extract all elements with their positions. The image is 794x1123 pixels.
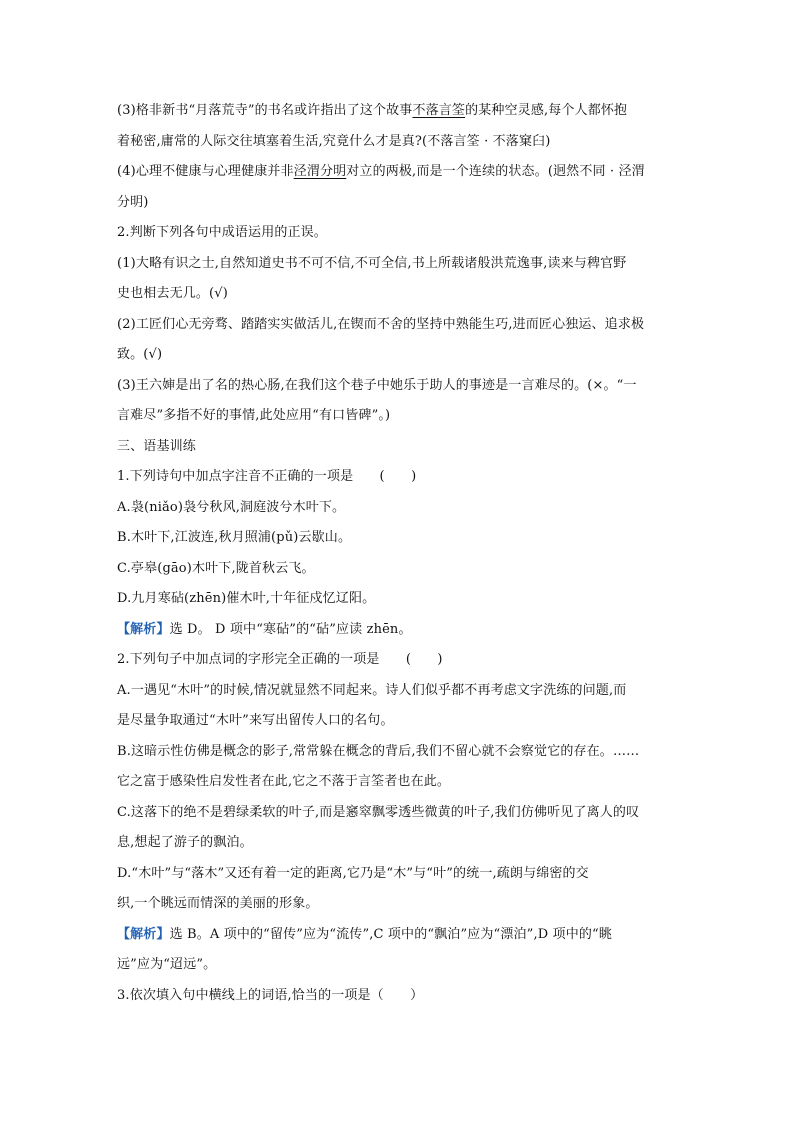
answer-explanation — [117, 920, 687, 951]
underlined-idiom: 泾渭分明 — [293, 164, 347, 179]
text-run: 选 B。A 项中的“留传”应为“流传”,C 项中的“飘泊”应为“漂泊”,D 项中的“眺 — [169, 926, 612, 942]
analysis-tag: 【解析】 — [117, 621, 170, 637]
paragraph-line — [117, 157, 687, 188]
paragraph-line — [117, 96, 687, 127]
document-body — [117, 96, 687, 1011]
paragraph-line: 致。(√) — [117, 347, 163, 362]
paragraph-line: 言难尽”多指不好的事情,此处应用“有口皆碑”。) — [117, 408, 391, 423]
section-heading: 三、语基训练 — [117, 438, 196, 454]
text-run: (4)心理不健康与心理健康并非 — [117, 164, 294, 179]
paragraph-line: 史也相去无几。(√) — [117, 286, 228, 301]
text-run: 选 D。 D 项中“寒砧”的“砧”应读 zhēn。 — [169, 621, 412, 637]
option-c-cont: 息,想起了游子的飘泊。 — [117, 835, 253, 850]
question-stem: 3.依次填入句中横线上的词语,恰当的一项是（ ） — [117, 987, 424, 1003]
paragraph-line: (1)大略有识之士,自然知道史书不可不信,不可全信,书上所载诸般洪荒逸事,读来与稗官野 — [117, 255, 627, 271]
text-run: 对立的两极,而是一个连续的状态。(迥然不同 · 泾渭 — [346, 164, 645, 179]
option-d: D.九月寒砧(zhēn)催木叶,十年征戍忆辽阳。 — [117, 591, 376, 606]
paragraph-line: 分明) — [117, 194, 149, 210]
option-d-cont: 织,一个眺远而情深的美丽的形象。 — [117, 896, 319, 911]
option-b-cont: 它之富于感染性启发性者在此,它之不落于言筌者也在此。 — [117, 774, 451, 789]
question-stem: 2.下列句子中加点词的字形完全正确的一项是 ( ) — [117, 652, 443, 667]
analysis-tag: 【解析】 — [117, 926, 170, 942]
option-d: D.“木叶”与“落木”又还有着一定的距离,它乃是“木”与“叶”的统一,疏朗与绵密的交 — [117, 865, 589, 881]
option-c: C.这落下的绝不是碧绿柔软的叶子,而是窸窣飘零透些微黄的叶子,我们仿佛听见了离人的叹 — [117, 804, 640, 820]
option-b: B.这暗示性仿佛是概念的影子,常常躲在概念的背后,我们不留心就不会察觉它的存在。…… — [117, 743, 640, 759]
text-run: 的某种空灵感,每个人都怀抱 — [465, 103, 628, 118]
option-a-cont: 是尽量争取通过“木叶”来写出留传人口的名句。 — [117, 713, 394, 728]
question-stem: 1.下列诗句中加点字注音不正确的一项是 ( ) — [117, 469, 417, 484]
option-b: B.木叶下,江波连,秋月照浦(pǔ)云歇山。 — [117, 530, 352, 545]
underlined-idiom: 不落言筌 — [412, 103, 466, 118]
paragraph-line: 着秘密,庸常的人际交往填塞着生活,究竟什么才是真?(不落言筌 · 不落窠臼) — [117, 133, 551, 149]
answer-explanation — [117, 615, 687, 646]
question-stem: 2.判断下列各句中成语运用的正误。 — [117, 225, 327, 240]
answer-explanation-cont: 远”应为“迢远”。 — [117, 957, 217, 972]
paragraph-line: (3)王六婶是出了名的热心肠,在我们这个巷子中她乐于助人的事迹是一言难尽的。(×。“一 — [117, 377, 637, 393]
option-a: A.袅(niǎo)袅兮秋风,洞庭波兮木叶下。 — [117, 499, 346, 515]
option-c: C.亭皋(gāo)木叶下,陇首秋云飞。 — [117, 560, 315, 576]
option-a: A.一遇见“木叶”的时候,情况就显然不同起来。诗人们似乎都不再考虑文字洗练的问题,而 — [117, 682, 627, 698]
text-run: (3)格非新书“月落荒寺”的书名或许指出了这个故事 — [117, 103, 413, 118]
paragraph-line: (2)工匠们心无旁骛、踏踏实实做活儿,在锲而不舍的坚持中熟能生巧,进而匠心独运、追求极 — [117, 316, 645, 332]
